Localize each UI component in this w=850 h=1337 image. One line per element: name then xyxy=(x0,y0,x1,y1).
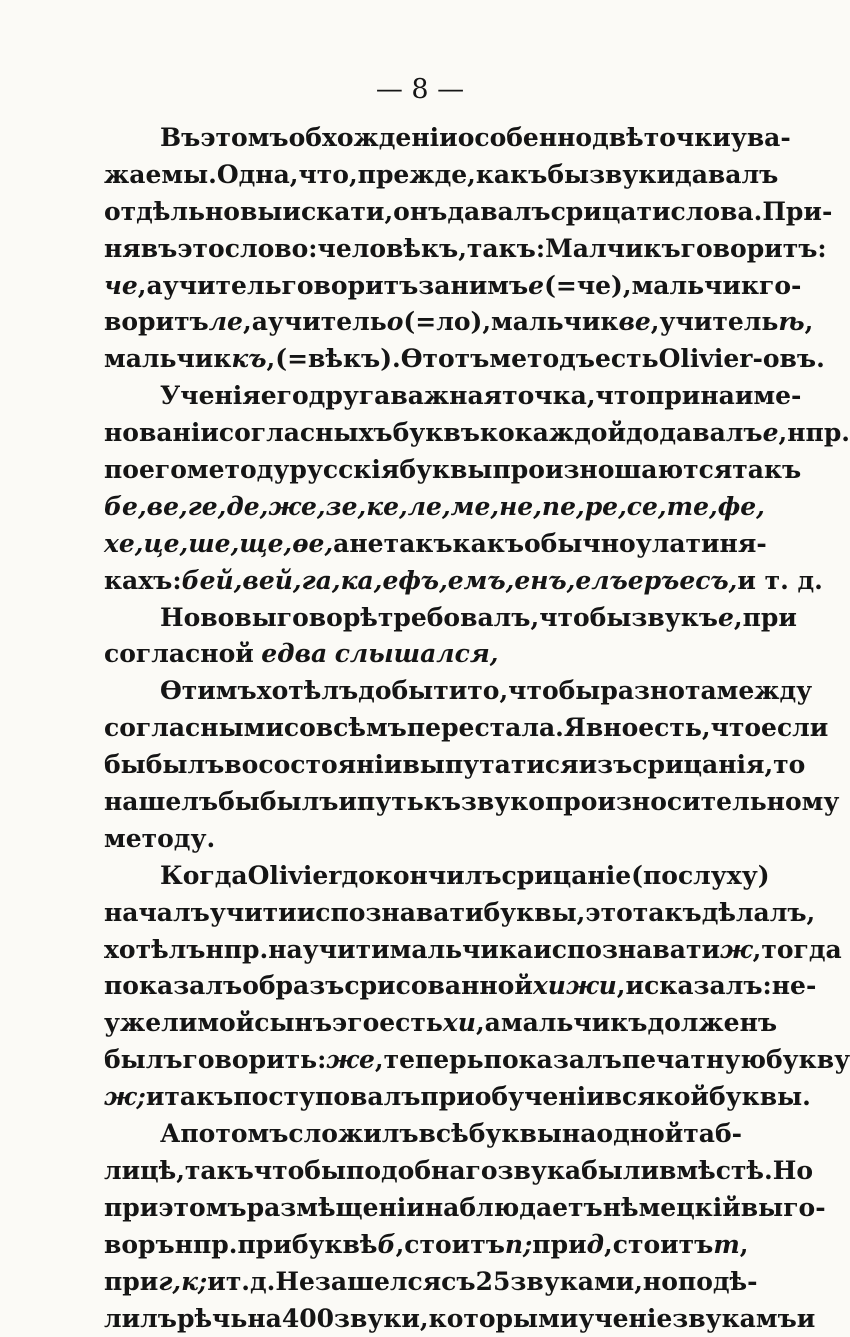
word: былъ xyxy=(146,747,225,784)
word: (=вѣкъ). xyxy=(275,341,401,378)
text-line xyxy=(104,600,698,637)
word: 25 xyxy=(476,1264,511,1301)
word: мальчикъ xyxy=(501,1005,648,1042)
word: ученiе xyxy=(578,1301,672,1337)
word: срисованной xyxy=(344,968,533,1005)
word: Явно xyxy=(564,710,638,747)
word: потомъ xyxy=(180,1116,288,1153)
word: ува- xyxy=(731,120,791,157)
word: говорить: xyxy=(183,1042,327,1079)
word: г, xyxy=(158,1264,181,1301)
word: лицѣ, xyxy=(104,1153,185,1190)
word: обычно xyxy=(524,526,636,563)
word: ѳе, xyxy=(292,526,333,563)
word: его xyxy=(261,378,309,415)
word: звука xyxy=(498,1153,582,1190)
text-line xyxy=(104,968,698,1005)
word: теперь xyxy=(384,1042,484,1079)
word: се, xyxy=(627,489,667,526)
word: такъ xyxy=(633,895,702,932)
word: ще, xyxy=(239,526,292,563)
text-line xyxy=(104,378,698,415)
word: докончилъ xyxy=(341,858,501,895)
text-line xyxy=(104,636,698,673)
text-line xyxy=(104,415,698,452)
word: совсѣмъ xyxy=(284,710,407,747)
word: учитель xyxy=(660,304,779,341)
text-line xyxy=(104,304,698,341)
word: воръ xyxy=(104,1227,175,1264)
text-line xyxy=(104,526,698,563)
word: срицати xyxy=(551,194,671,231)
word: слышался, xyxy=(335,636,499,673)
word: звуками, xyxy=(510,1264,643,1301)
word: рѣчь xyxy=(177,1301,247,1337)
word: нованiи xyxy=(104,415,219,452)
word: слова. xyxy=(671,194,763,231)
word: мальчик xyxy=(104,341,231,378)
text-line xyxy=(104,1079,698,1116)
word: Но xyxy=(773,1153,813,1190)
word: выговорѣ xyxy=(234,600,378,637)
word: всѣ xyxy=(419,1116,469,1153)
text-line xyxy=(104,1227,698,1264)
word: ж, xyxy=(720,932,761,969)
text-line xyxy=(104,1190,698,1227)
word: Когда xyxy=(160,858,248,895)
word: мальчик xyxy=(491,304,618,341)
word: при xyxy=(532,1227,586,1264)
word: двѣ xyxy=(592,120,644,157)
word: и xyxy=(797,1301,816,1337)
word: и xyxy=(338,784,357,821)
word: а xyxy=(485,1005,501,1042)
word: показалъ xyxy=(484,1042,622,1079)
word: при xyxy=(104,1264,158,1301)
word: Малчикъ xyxy=(545,231,681,268)
word: требовалъ, xyxy=(378,600,539,637)
text-line xyxy=(104,784,698,821)
word: были xyxy=(581,1153,659,1190)
word: учитель xyxy=(163,268,282,305)
word: ефъ, xyxy=(382,563,447,600)
word: онъ xyxy=(393,194,447,231)
word: ле, xyxy=(408,489,451,526)
word: выискати, xyxy=(240,194,393,231)
text-line xyxy=(104,821,698,858)
word: нпр. xyxy=(205,932,268,969)
text-line xyxy=(104,895,698,932)
text-line xyxy=(104,452,698,489)
word: есть xyxy=(379,1005,443,1042)
word: сложилъ xyxy=(288,1116,418,1153)
word: на xyxy=(562,1116,597,1153)
word: таб- xyxy=(683,1116,742,1153)
word: Ѳтимъ xyxy=(160,673,257,710)
word: о xyxy=(387,304,404,341)
word: и xyxy=(626,968,645,1005)
word: прежде, xyxy=(358,157,476,194)
word: тогда xyxy=(761,932,841,969)
page-number: — 8 — xyxy=(0,74,840,106)
word: началъ xyxy=(104,895,210,932)
word: енъ, xyxy=(514,563,575,600)
text-line xyxy=(104,231,698,268)
word: е, xyxy=(763,415,788,452)
word: печатную xyxy=(622,1042,766,1079)
word: Ученiя xyxy=(160,378,261,415)
word: При- xyxy=(762,194,832,231)
word: эго xyxy=(332,1005,379,1042)
word: лилъ xyxy=(104,1301,177,1337)
word: испознавати xyxy=(533,932,720,969)
word: этомъ xyxy=(158,1190,246,1227)
word: научити xyxy=(268,932,389,969)
word: хе, xyxy=(104,526,144,563)
word: едва xyxy=(261,636,327,673)
word: есъ, xyxy=(679,563,737,600)
word: ѣ, xyxy=(778,304,813,341)
word: что xyxy=(711,710,761,747)
word: а xyxy=(147,268,163,305)
text-line xyxy=(104,858,698,895)
word: человѣкъ, xyxy=(318,231,467,268)
text-line xyxy=(104,120,698,157)
word: срицанiе xyxy=(502,858,632,895)
word: за xyxy=(418,268,450,305)
text-line xyxy=(104,1301,698,1337)
word: методу. xyxy=(104,821,215,858)
word: мальчика xyxy=(390,932,534,969)
word: мальчик xyxy=(632,268,759,305)
word: вей, xyxy=(242,563,301,600)
word: что xyxy=(596,378,646,415)
word: еръ xyxy=(628,563,680,600)
word: е xyxy=(528,268,544,305)
word: поступовалъ xyxy=(233,1079,420,1116)
word: стоитъ xyxy=(404,1227,505,1264)
word: емъ, xyxy=(448,563,515,600)
word: между xyxy=(717,673,813,710)
word: былъ xyxy=(260,784,339,821)
word: всякой xyxy=(605,1079,709,1116)
word: показалъ xyxy=(104,968,242,1005)
word: вмѣстѣ. xyxy=(659,1153,773,1190)
word: этомъ xyxy=(200,120,288,157)
word: то xyxy=(773,747,805,784)
word: ко xyxy=(480,415,515,452)
word: но xyxy=(643,1264,678,1301)
word: нашелъ xyxy=(104,784,218,821)
word: а xyxy=(252,304,268,341)
word: додавалъ xyxy=(626,415,763,452)
word: согласныхъ xyxy=(219,415,393,452)
word: такъ xyxy=(732,452,801,489)
word: Olivier-овъ. xyxy=(659,341,825,378)
word: че, xyxy=(104,268,147,305)
word: ке, xyxy=(366,489,408,526)
word: ре, xyxy=(585,489,627,526)
word: звукъ xyxy=(631,600,718,637)
word: учитель xyxy=(268,304,387,341)
word: га, xyxy=(302,563,341,600)
word: Незашелся xyxy=(275,1264,441,1301)
word: такъ: xyxy=(467,231,545,268)
word: буквы xyxy=(399,452,492,489)
word: п; xyxy=(505,1227,532,1264)
word: де, xyxy=(226,489,268,526)
word: бы xyxy=(104,747,146,784)
text-line xyxy=(104,1005,698,1042)
word: 400 xyxy=(282,1301,334,1337)
word: состоянiи xyxy=(258,747,402,784)
word: к; xyxy=(181,1264,207,1301)
word: былъ xyxy=(104,1042,183,1079)
word: чтобы xyxy=(254,1153,346,1190)
word: что, xyxy=(298,157,357,194)
word: то, xyxy=(467,673,508,710)
word: обхожденiи xyxy=(289,120,458,157)
word: наиме- xyxy=(700,378,801,415)
word: а xyxy=(333,526,349,563)
text-line xyxy=(104,673,698,710)
word: къ xyxy=(424,784,461,821)
word: съ xyxy=(441,1264,475,1301)
word: ме, xyxy=(451,489,499,526)
word: говоритъ: xyxy=(681,231,827,268)
word: слуху) xyxy=(678,858,770,895)
word: есть xyxy=(595,341,659,378)
word: букву xyxy=(766,1042,850,1079)
word: латиня- xyxy=(652,526,767,563)
text-line xyxy=(104,268,698,305)
word: сказалъ xyxy=(644,968,762,1005)
word: ка, xyxy=(341,563,383,600)
text-line xyxy=(104,341,698,378)
word: размѣщенiи xyxy=(247,1190,425,1227)
word: и xyxy=(146,1079,165,1116)
word: чтобы xyxy=(539,600,631,637)
word: у xyxy=(636,526,652,563)
word: его xyxy=(139,452,187,489)
word: есть, xyxy=(638,710,710,747)
word: давалъ xyxy=(447,194,550,231)
word: нявъ xyxy=(104,231,177,268)
word: по xyxy=(104,452,139,489)
text-line xyxy=(104,1264,698,1301)
word: зе, xyxy=(326,489,367,526)
word: буквѣ xyxy=(292,1227,378,1264)
word: и т. д. xyxy=(737,563,823,600)
word: путь xyxy=(357,784,424,821)
word: отдѣльно xyxy=(104,194,240,231)
word: нимъ xyxy=(450,268,528,305)
word: при xyxy=(420,1079,474,1116)
word: выго- xyxy=(741,1190,826,1227)
word: точки xyxy=(644,120,731,157)
word: буквы. xyxy=(709,1079,811,1116)
text-line xyxy=(104,563,698,600)
word: согласными xyxy=(104,710,284,747)
word: слово: xyxy=(225,231,318,268)
word: и xyxy=(207,1264,226,1301)
word: стоитъ xyxy=(613,1227,714,1264)
word: ше, xyxy=(188,526,239,563)
word: разнота xyxy=(600,673,716,710)
word: е, xyxy=(718,600,743,637)
word: къ, xyxy=(231,341,275,378)
text-line xyxy=(104,1153,698,1190)
word: Одна, xyxy=(217,157,299,194)
word: елъ xyxy=(575,563,627,600)
word: Въ xyxy=(160,120,200,157)
word: каждой xyxy=(515,415,626,452)
word: б, xyxy=(378,1227,405,1264)
word: важная xyxy=(390,378,502,415)
word: чтобы xyxy=(508,673,600,710)
text-line xyxy=(104,489,698,526)
word: буквы, xyxy=(484,895,586,932)
word: буквы xyxy=(469,1116,562,1153)
text-line xyxy=(104,932,698,969)
word: друга xyxy=(309,378,391,415)
word: (=че), xyxy=(544,268,632,305)
word: во xyxy=(200,600,234,637)
text-line xyxy=(104,194,698,231)
word: звуки xyxy=(589,157,675,194)
word: во xyxy=(224,747,258,784)
word: при xyxy=(104,1190,158,1227)
word: при xyxy=(743,600,797,637)
word: ужели xyxy=(104,1005,197,1042)
word: такъ xyxy=(164,1079,233,1116)
word: хижи, xyxy=(533,968,626,1005)
word: буквъ xyxy=(393,415,480,452)
word: которыми xyxy=(429,1301,579,1337)
word: : xyxy=(763,968,772,1005)
word: звукамъ xyxy=(672,1301,796,1337)
word: изъ xyxy=(579,747,633,784)
word: точка, xyxy=(502,378,595,415)
word: особенно xyxy=(458,120,592,157)
word: такъ xyxy=(185,1153,254,1190)
word: какъ xyxy=(453,526,524,563)
word: Ѳтотъ xyxy=(401,341,490,378)
word: русскiя xyxy=(289,452,399,489)
word: если xyxy=(761,710,828,747)
word: учити xyxy=(210,895,297,932)
word: бей, xyxy=(182,563,243,600)
word: бы xyxy=(218,784,260,821)
word: давалъ xyxy=(675,157,778,194)
word: согласной xyxy=(104,636,254,673)
text-line xyxy=(104,157,698,194)
word: на xyxy=(247,1301,282,1337)
word: пе, xyxy=(542,489,585,526)
word: дѣлалъ, xyxy=(702,895,816,932)
word: нпр. xyxy=(175,1227,238,1264)
word: не xyxy=(349,526,383,563)
word: сынъ xyxy=(254,1005,332,1042)
word: говоритъ xyxy=(282,268,419,305)
word: долженъ xyxy=(647,1005,777,1042)
word: А xyxy=(160,1116,180,1153)
text-line xyxy=(104,747,698,784)
word: это xyxy=(177,231,224,268)
word: ге, xyxy=(188,489,227,526)
word: го- xyxy=(759,268,801,305)
word: хотѣлъ xyxy=(257,673,358,710)
body-text xyxy=(104,120,698,1337)
word: одной xyxy=(596,1116,683,1153)
word: хи, xyxy=(443,1005,485,1042)
word: же, xyxy=(326,1042,383,1079)
word: жаемы. xyxy=(104,157,217,194)
word: те, xyxy=(667,489,718,526)
word: методу xyxy=(187,452,289,489)
word: подѣ- xyxy=(678,1264,758,1301)
text-line xyxy=(104,710,698,747)
word: произношаются xyxy=(492,452,732,489)
word: испознавати xyxy=(297,895,484,932)
word: это xyxy=(585,895,632,932)
word: хотѣлъ xyxy=(104,932,205,969)
word: наблюдаетъ xyxy=(425,1190,603,1227)
word: ве, xyxy=(147,489,188,526)
word: звуки, xyxy=(334,1301,429,1337)
word: же, xyxy=(268,489,325,526)
word: методъ xyxy=(489,341,595,378)
word: какъбы xyxy=(476,157,589,194)
word: звукопроизносительному xyxy=(461,784,839,821)
word: фе, xyxy=(718,489,765,526)
word: ве, xyxy=(618,304,659,341)
word: ж; xyxy=(104,1079,146,1116)
word: нпр. xyxy=(787,415,850,452)
text-line xyxy=(104,1116,698,1153)
word: образъ xyxy=(242,968,344,1005)
word: при xyxy=(646,378,700,415)
word: т, xyxy=(713,1227,748,1264)
text-line xyxy=(104,1042,698,1079)
word: Но xyxy=(160,600,200,637)
word: такъ xyxy=(384,526,453,563)
word: подобнаго xyxy=(346,1153,497,1190)
word: воритъ xyxy=(104,304,209,341)
word: не- xyxy=(772,968,817,1005)
word: при xyxy=(237,1227,291,1264)
word: не, xyxy=(499,489,542,526)
word: нѣмецкiй xyxy=(603,1190,741,1227)
word: (=ло), xyxy=(403,304,491,341)
word: ле, xyxy=(209,304,252,341)
word: обученiи xyxy=(475,1079,605,1116)
word: т. xyxy=(226,1264,250,1301)
word: перестала. xyxy=(407,710,564,747)
word: мой xyxy=(197,1005,254,1042)
word: бе, xyxy=(104,489,147,526)
word: срицанiя, xyxy=(632,747,773,784)
word: (по xyxy=(631,858,678,895)
word: д, xyxy=(587,1227,613,1264)
word: це, xyxy=(144,526,189,563)
word: Olivier xyxy=(248,858,342,895)
word: кахъ: xyxy=(104,563,182,600)
word: д. xyxy=(250,1264,275,1301)
word: добыти xyxy=(358,673,467,710)
word: выпутатися xyxy=(402,747,578,784)
